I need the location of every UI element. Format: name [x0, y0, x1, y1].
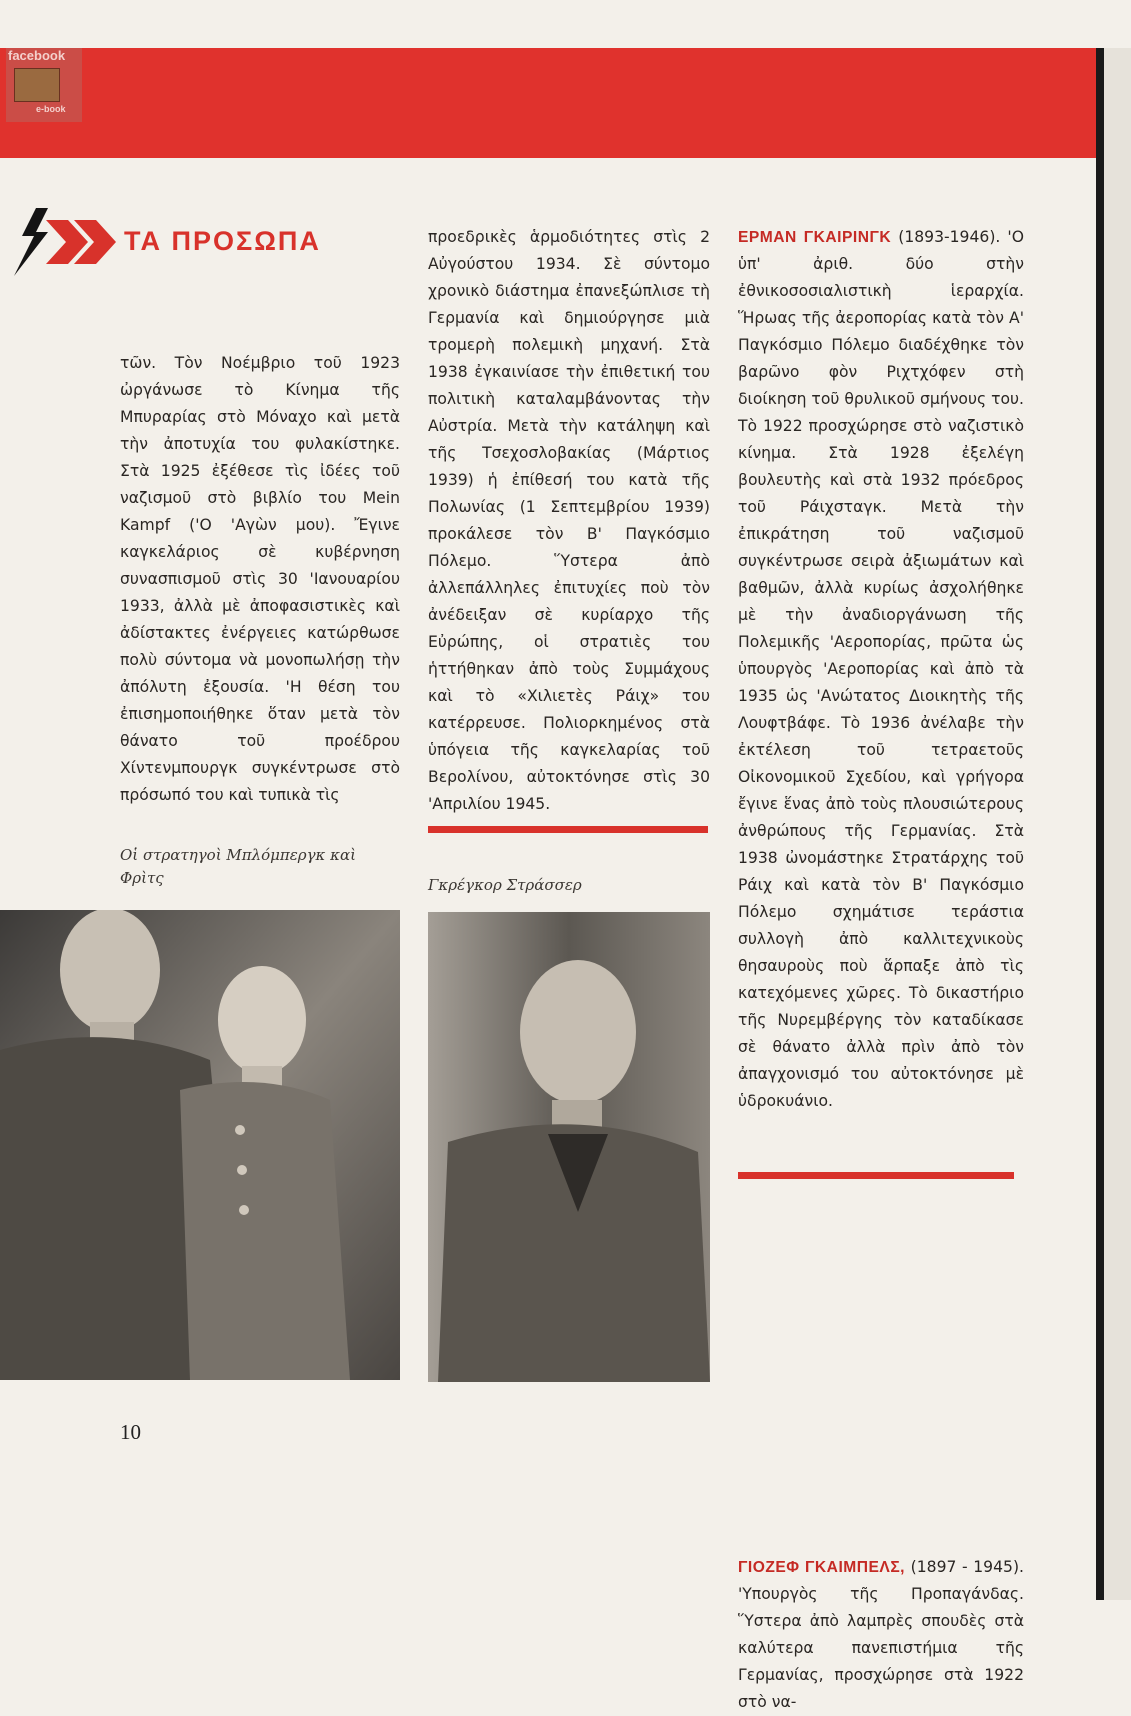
chevron-logo-icon	[10, 200, 120, 280]
text-column-goebbels	[738, 1554, 1024, 1716]
divider-rule	[428, 826, 708, 833]
entry-text-goebbels: (1897 - 1945). 'Υπουργὸς τῆς Προπαγάνδας. Ὕστερα ἀπὸ λαμπρὲς σπουδὲς στὰ καλύτερα πανεπιστήμια τῆς Γερμανίας, προσχώρησε στὰ 1922 στὸ να-	[738, 1558, 1024, 1711]
page-spine	[1096, 48, 1104, 1600]
text-column-middle: προεδρικὲς ἁρμοδιότητες στὶς 2 Αὐγούστου 1934. Σὲ σύντομο χρονικὸ διάστημα ἐπανεξώπλισε τὴ Γερμανία καὶ δημιούργησε μιὰ τρομερὴ πολεμικὴ μηχανή. Στὰ 1938 ἐγκαινίασε τὴν ἐπιθετική του πολιτικὴ καταλαμβάνοντας τὴν Αὐστρία. Μετὰ τὴν κατάληψη καὶ τῆς Τσεχοσλοβακίας (Μάρτιος 1939) ἡ ἐπίθεσή του κατὰ τῆς Πολωνίας (1 Σεπτεμβρίου 1939) προκάλεσε τὸν Β' Παγκόσμιο Πόλεμο. Ὕστερα ἀπὸ ἀλλεπάλληλες ἐπιτυχίες ποὺ τὸν ἀνέδειξαν σὲ κυρίαρχο τῆς Εὐρώπης, οἱ στρατιὲς του ἡττήθηκαν ἀπὸ τοὺς Συμμάχους καὶ τὸ «Χιλιετὲς Ράιχ» του κατέρρευσε. Πολιορκημένος στὰ ὑπόγεια τῆς καγκελαρίας τοῦ Βερολίνου, αὐτοκτόνησε στὶς 30 'Απριλίου 1945.	[428, 228, 710, 813]
top-red-band	[0, 48, 1096, 158]
watermark-logo	[14, 68, 60, 102]
page-number: 10	[120, 1420, 141, 1444]
entry-name-goebbels: ΓΙΟΖΕΦ ΓΚΑΙΜΠΕΛΣ,	[738, 1559, 906, 1576]
photo-caption-strasser: Γκρέγκορ Στράσσερ	[428, 876, 582, 894]
photo-strasser	[428, 912, 710, 1382]
entry-text-goering: (1893-1946). 'Ο ὑπ' ἀριθ. δύο στὴν ἐθνικοσοσιαλιστικὴ ἱεραρχία. Ἥρωας τῆς ἀεροπορίας κατὰ τὸν Α' Παγκόσμιο Πόλεμο διαδέχθηκε τὸν βαρῶνο φὸν Ριχτχόφεν στὴ διοίκηση τοῦ θρυλικοῦ σμήνους του. Τὸ 1922 προσχώρησε στὸ ναζιστικὸ κίνημα. Στὰ 1928 ἐξελέγη βουλευτὴς καὶ στὰ 1932 πρόεδρος τοῦ Ράιχσταγκ. Μετὰ τὴν ἐπικράτηση τοῦ ναζισμοῦ συγκέντρωσε σειρὰ ἀξιωμάτων καὶ βαθμῶν, ἀλλὰ κυρίως ἀσχολήθηκε μὲ τὴν ἀναδιοργάνωση τῆς Πολεμικῆς 'Αεροπορίας, πρῶτα ὡς ὑπουργὸς 'Αεροπορίας καὶ ἀπὸ τὰ 1935 ὡς 'Ανώτατος Διοικητὴς τῆς Λουφτβάφε. Τὸ 1936 ἀνέλαβε τὴν ἐκτέλεση τοῦ τετραετοῦς Οἰκονομικοῦ Σχεδίου, καὶ γρήγορα ἔγινε ἕνας ἀπὸ τοὺς πλουσιώτερους ἀνθρώπους τῆς Γερμανίας. Στὰ 1938 ὠνομάστηκε Στρατάρχης τοῦ Ράιχ καὶ κατὰ τὸν Β' Παγκόσμιο Πόλεμο σχημάτισε τεράστια συλλογὴ ἀπὸ καλλιτεχνικοὺς θησαυροὺς ποὺ ἅρπαξε ἀπὸ τὶς κατεχόμενες χῶρες. Τὸ δικαστήριο τῆς Νυρεμβέργης τὸν καταδίκασε σὲ θάνατο ἀλλὰ πρὶν ἀπὸ τὸν ἀπαγχονισμό του αὐτοκτόνησε μὲ ὑδροκυάνιο.	[738, 228, 1024, 1110]
section-title: ΤΑ ΠΡΟΣΩΠΑ	[124, 226, 321, 256]
watermark-label: facebook	[8, 48, 66, 63]
page-edge	[1104, 48, 1131, 1600]
divider-rule	[738, 1172, 1014, 1179]
text-column-right	[738, 224, 1024, 1115]
watermark-sub: e-book	[36, 104, 66, 114]
entry-name-goering: ΕΡΜΑΝ ΓΚΑΙΡΙΝΓΚ	[738, 229, 892, 246]
photo-generals	[0, 910, 400, 1380]
text-column-left: τῶν. Τὸν Νοέμβριο τοῦ 1923 ὠργάνωσε τὸ Κίνημα τῆς Μπυραρίας στὸ Μόναχο καὶ μετὰ τὴν ἀποτυχία του φυλακίστηκε. Στὰ 1925 ἐξέθεσε τὶς ἰδέες τοῦ ναζισμοῦ στὸ βιβλίο του Mein Kampf ('Ο 'Αγὼν μου). Ἔγινε καγκελάριος σὲ κυβέρνηση συνασπισμοῦ στὶς 30 'Ιανουαρίου 1933, ἀλλὰ μὲ ἀποφασιστικὲς καὶ ἀδίστακτες ἐνέργειες κατώρθωσε πολὺ σύντομα νὰ μονοπωλήσῃ τὴν ἀπόλυτη ἐξουσία. 'Η θέση του ἐπισημοποιήθηκε ὅταν μετὰ τὸν θάνατο τοῦ προέδρου Χίντενμπουργκ συγκέντρωσε στὸ πρόσωπό του καὶ τυπικὰ τὶς	[120, 354, 400, 804]
photo-caption-generals: Οἱ στρατηγοὶ Μπλόμπεργκ καὶ Φρὶτς	[120, 846, 357, 887]
